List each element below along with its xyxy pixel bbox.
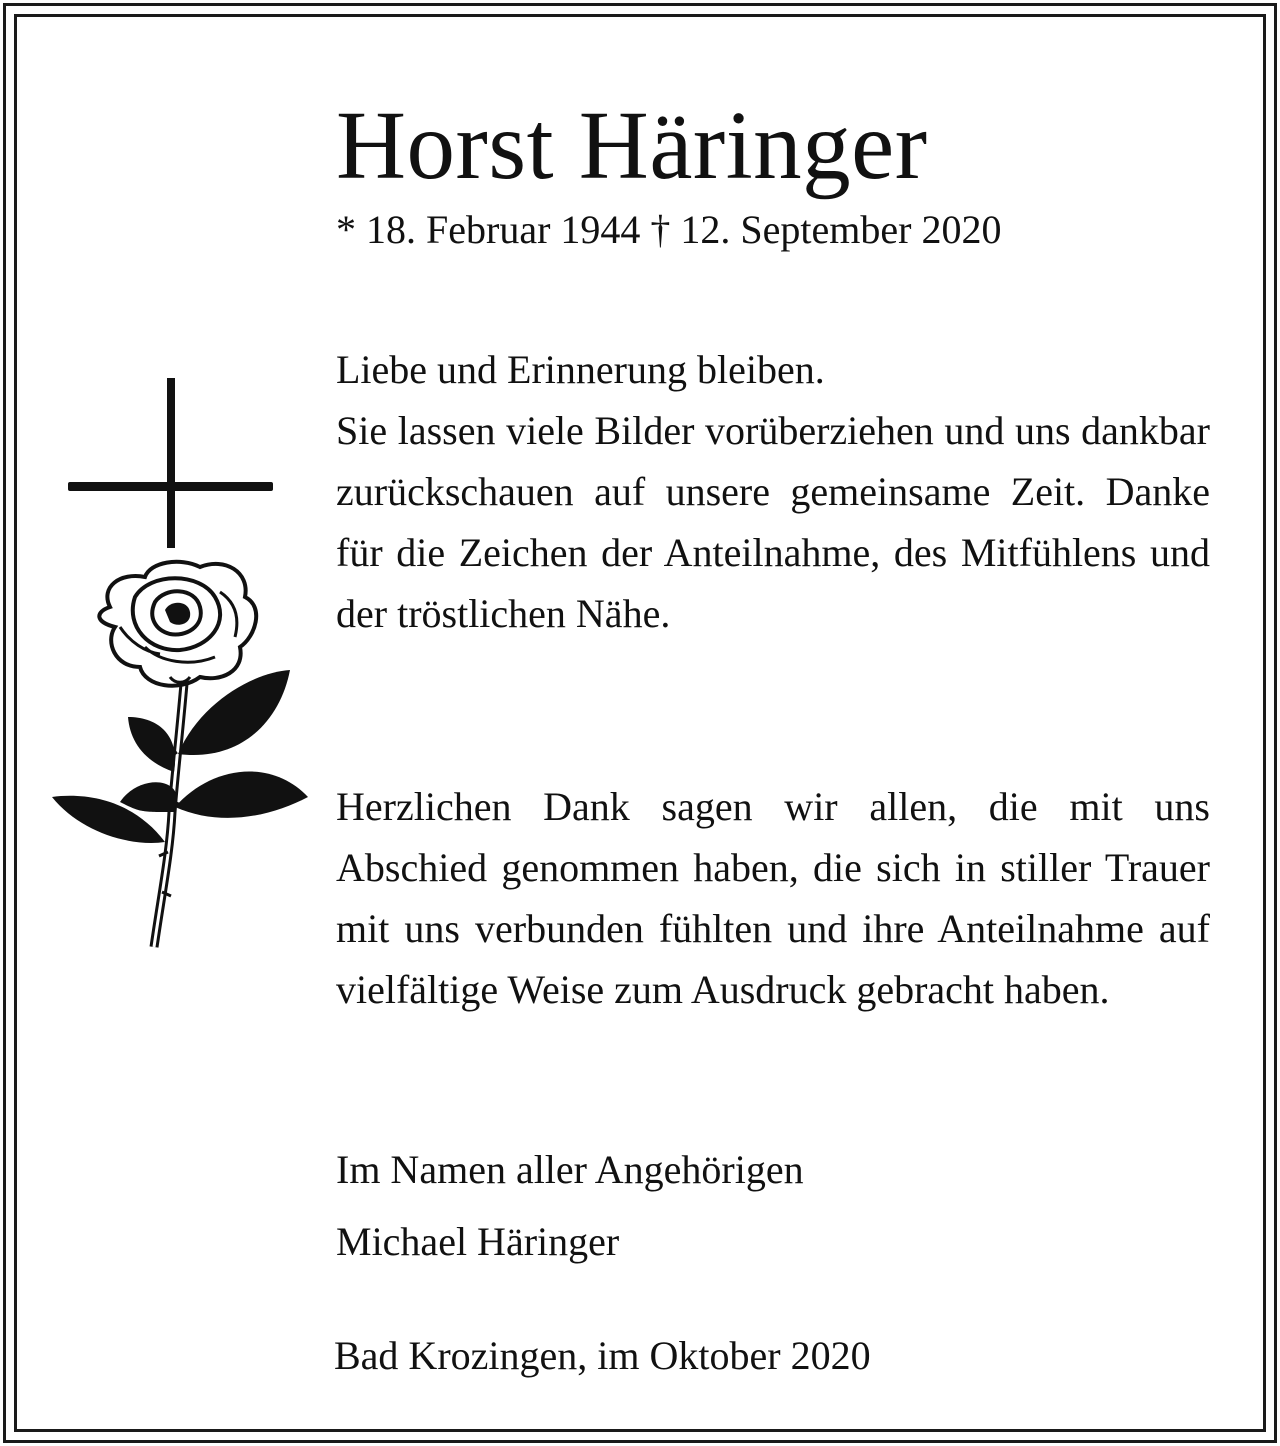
header-block [336, 94, 1210, 254]
paragraph-body-1: Sie lassen viele Bilder vorüberziehen und uns dankbar zurückschauen auf unsere gemeinsame Zeit. Danke für die Zeichen der Anteilnahme, des Mitfühlens und der tröstlichen Nähe. [336, 408, 1210, 636]
cross-and-rose-emblem [50, 372, 312, 962]
paragraph-thanks: Herzlichen Dank sagen wir allen, die mit uns Abschied genommen haben, die sich in stiller Trauer mit uns verbunden fühlten und ihre Anteilnahme auf vielfältige Weise zum Ausdruck gebracht haben. [336, 784, 1210, 1012]
paragraph-line-1: Liebe und Erinnerung bleiben. [336, 347, 825, 392]
life-dates: * 18. Februar 1944 † 12. September 2020 [336, 207, 1002, 252]
cross-icon [68, 378, 273, 548]
signature-name: Michael Häringer [336, 1219, 620, 1264]
place-and-date: Bad Krozingen, im Oktober 2020 [334, 1333, 871, 1378]
signature-intro: Im Namen aller Angehörigen [336, 1147, 804, 1192]
paragraph-remembrance [336, 339, 1210, 644]
deceased-name: Horst Häringer [336, 92, 928, 199]
rose-icon [52, 562, 308, 947]
